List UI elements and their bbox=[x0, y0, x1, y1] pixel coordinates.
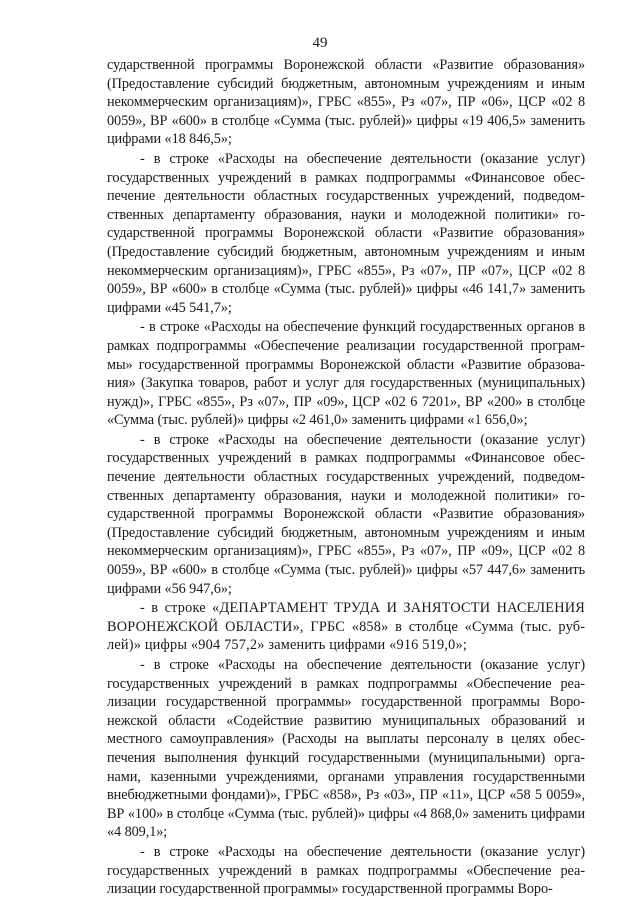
document-body bbox=[107, 56, 585, 900]
paragraph: - в строке «ДЕПАРТАМЕНТ ТРУДА И ЗАНЯТОСТИ НАСЕЛЕНИЯ ВОРОНЕЖСКОЙ ОБЛАСТИ», ГРБС «858» в столбце «Сумма (тыс. рублей)» цифры «904 757,2» заменить цифрами «916 519,0»; bbox=[107, 600, 585, 654]
paragraph: сударственной программы Воронежской области «Развитие образования» (Предоставление субсидий бюджетным, автономным учреждениям и иным некоммерческим организациям)», ГРБС «855», Рз «07», ПР «06», ЦСР «02 8 0059», ВР «600» в столбце «Сумма (тыс. рублей)» цифры «19 406,5» заменить цифрами «18 846,5»; bbox=[107, 57, 585, 148]
paragraph: - в строке «Расходы на обеспечение деятельности (оказание услуг) государственных учреждений в рамках подпрограммы «Обеспечение реализации государственной программы» государственной программы Воронежской области «Содействие развитию муниципальных образований и местного самоуправления» (Расходы на выплаты персоналу в целях обеспечения выполнения функций государственными (муниципальными) органами, казенными учреждениями, органами управления государственными внебюджетными фондами)», ГРБС «858», Рз «03», ПР «11», ЦСР «58 5 0059», ВР «100» в столбце «Сумма (тыс. рублей)» цифры «4 868,0» заменить цифрами «4 809,1»; bbox=[107, 657, 585, 841]
paragraph: - в строке «Расходы на обеспечение деятельности (оказание услуг) государственных учреждений в рамках подпрограммы «Обеспечение реализации государственной программы» государственной программы Воро- bbox=[107, 843, 585, 898]
page-number: 49 bbox=[312, 35, 328, 51]
paragraph: - в строке «Расходы на обеспечение деятельности (оказание услуг) государственных учреждений в рамках подпрограммы «Финансовое обеспечение деятельности областных государственных учреждений, подведомственных департаменту образования, науки и молодежной политики» государственной программы Воронежской области «Развитие образования» (Предоставление субсидий бюджетным, автономным учреждениям и иным некоммерческим организациям)», ГРБС «855», Рз «07», ПР «09», ЦСР «02 8 0059», ВР «600» в столбце «Сумма (тыс. рублей)» цифры «57 447,6» заменить цифрами «56 947,6»; bbox=[107, 431, 585, 597]
paragraph: - в строке «Расходы на обеспечение деятельности (оказание услуг) государственных учреждений в рамках подпрограммы «Финансовое обеспечение деятельности областных государственных учреждений, подведомственных департаменту образования, науки и молодежной политики» государственной программы Воронежской области «Развитие образования» (Предоставление субсидий бюджетным, автономным учреждениям и иным некоммерческим организациям)», ГРБС «855», Рз «07», ПР «07», ЦСР «02 8 0059», ВР «600» в столбце «Сумма (тыс. рублей)» цифры «46 141,7» заменить цифрами «45 541,7»; bbox=[107, 150, 585, 316]
paragraph: - в строке «Расходы на обеспечение функций государственных органов в рамках подпрограммы «Обеспечение реализации государственной программы» государственной программы Воронежской области «Развитие образования» (Закупка товаров, работ и услуг для государственных (муниципальных) нужд)», ГРБС «855», Рз «07», ПР «09», ЦСР «02 6 7201», ВР «200» в столбце «Сумма (тыс. рублей)» цифры «2 461,0» заменить цифрами «1 656,0»; bbox=[107, 319, 585, 429]
